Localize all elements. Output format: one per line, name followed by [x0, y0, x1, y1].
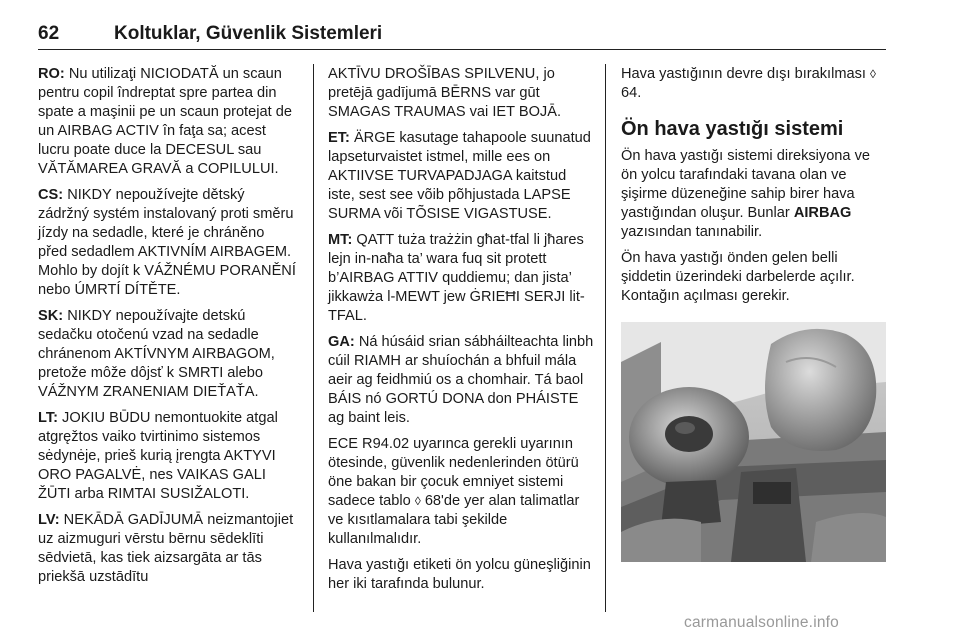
column-3 [621, 65, 886, 562]
label-paragraph: Hava yastığı etiketi ön yolcu güneşliğinin her iki tarafında bulunur. [328, 557, 591, 592]
warning-cs [38, 186, 296, 300]
watermark: carmanualsonline.info [684, 614, 839, 631]
page-title: Koltuklar, Güvenlik Sistemleri [114, 23, 383, 44]
warning-text: NIKDY nepoužívejte dětský zádržný systém instalovaný proti směru jízdy na sedadle, které je chráněno před sedadlem AKTIVNÍM AIRBAGEM. Mohlo by dojít k VÁŽNÉMU PORANĚNÍ nebo ÚMRTÍ DÍTĚTE. [38, 187, 296, 298]
lang-code: CS: [38, 187, 64, 203]
warning-text: QATT tuża trażżin għat-tfal li jħares lejn in-naħa ta’ wara fuq sit protett b’AIRBAG ATTIV quddiemu; dan jista’ jikkawża l-MEWT jew ĠRIEĦI SERJI lit-TFAL. [328, 232, 585, 324]
passenger-seat [811, 513, 886, 562]
ece-paragraph: ECE R94.02 uyarınca gerekli uyarının ötesinde, güvenlik nedenlerinden ötürü öne bakan bir çocuk emniyet sistemi sadece tablo ◊ 68'de yer alan talimatlar ve kısıtlamalara tabi şekilde kullanılmalıdır. [328, 436, 580, 547]
header-divider [38, 49, 886, 50]
lang-code: MT: [328, 232, 353, 248]
section-heading: Ön hava yastığı sistemi [621, 118, 844, 140]
lang-code: SK: [38, 308, 64, 324]
deactivation-reference: Hava yastığının devre dışı bırakılması ◊ 64. [621, 66, 876, 101]
warning-mt [328, 231, 594, 326]
lang-code: LV: [38, 512, 60, 528]
warning-et [328, 129, 594, 224]
page-header [38, 22, 886, 46]
lang-code: RO: [38, 66, 65, 82]
warning-text: NEKĀDĀ GADĪJUMĀ neizmantojiet uz aizmuguri vērstu bērnu sēdeklīti sēdvietā, kas tiek aizsargāta ar tās priekšā uzstādītu [38, 512, 294, 585]
column-divider-1 [313, 64, 314, 612]
page-reference-icon: ◊ [870, 67, 876, 81]
driver-airbag-center [665, 416, 713, 452]
passenger-airbag [765, 329, 876, 451]
console-display [753, 482, 791, 504]
lang-code: ET: [328, 130, 350, 146]
airbag-keyword: AIRBAG [793, 205, 852, 221]
deployment-paragraph: Ön hava yastığı önden gelen belli şiddetin üzerindeki darbelerde açılır. Kontağın açılması gerekir. [621, 250, 855, 304]
warning-lv [38, 511, 296, 587]
warning-sk [38, 307, 296, 402]
airbag-illustration [621, 322, 886, 562]
description-paragraph: Ön hava yastığı sistemi direksiyona ve ön yolcu tarafındaki tavana olan ve şişirme düzeneğine sahip birer hava yastığından oluşur. Bunlar AIRBAG yazısından tanınabilir. [621, 148, 871, 240]
warning-lv-continued: AKTĪVU DROŠĪBAS SPILVENU, jo pretējā gadījumā BĒRNS var gūt SMAGAS TRAUMAS vai IET BOJĀ. [328, 66, 562, 120]
column-2 [328, 65, 594, 601]
airbag-illustration-svg [621, 322, 886, 562]
column-1 [38, 65, 296, 594]
page-reference-icon: ◊ [414, 494, 421, 508]
lang-code: LT: [38, 410, 58, 426]
warning-text: Ná húsáid srian sábháilteachta linbh cúil RIAMH ar shuíochán a bhfuil mála aeir ag feidhmiú os a chomhair. Tá baol BÁIS nó GORTÚ DONA don PHÁISTE ag baint leis. [328, 334, 594, 426]
lang-code: GA: [328, 334, 355, 350]
warning-text: Nu utilizaţi NICIODATĂ un scaun pentru copil îndreptat spre partea din spate a maşinii pe un scaun protejat de un AIRBAG ACTIV în faţa sa; acest lucru poate duce la DECESUL sau VĂTĂMAREA GRAVĂ a COPILULUI. [38, 66, 292, 177]
warning-lt [38, 409, 296, 504]
warning-text: ÄRGE kasutage tahapoole suunatud lapseturvaistet istmel, mille ees on AKTIIVSE TURVAPADJAGA kaitstud iste, sest see võib põhjustada LAPSE SURMA või TÕSISE VIGASTUSE. [328, 130, 591, 222]
page-number: 62 [38, 23, 60, 44]
warning-ro [38, 65, 296, 179]
warning-text: NIKDY nepoužívajte detskú sedačku otočenú vzad na sedadle chránenom AKTÍVNYM AIRBAGOM, pretože môže dôjsť k SMRTI alebo VÁŽNYM ZRANENIAM DIEŤAŤA. [38, 308, 275, 400]
warning-text: JOKIU BŪDU nemontuokite atgal atgręžtos vaiko tvirtinimo sistemos sėdynėje, prieš kurią įrengta AKTYVI ORO PAGALVĖ, nes VAIKAS GALI ŽŪTI arba RIMTAI SUSIŽALOTI. [38, 410, 278, 502]
column-divider-2 [605, 64, 606, 612]
warning-ga [328, 333, 594, 428]
